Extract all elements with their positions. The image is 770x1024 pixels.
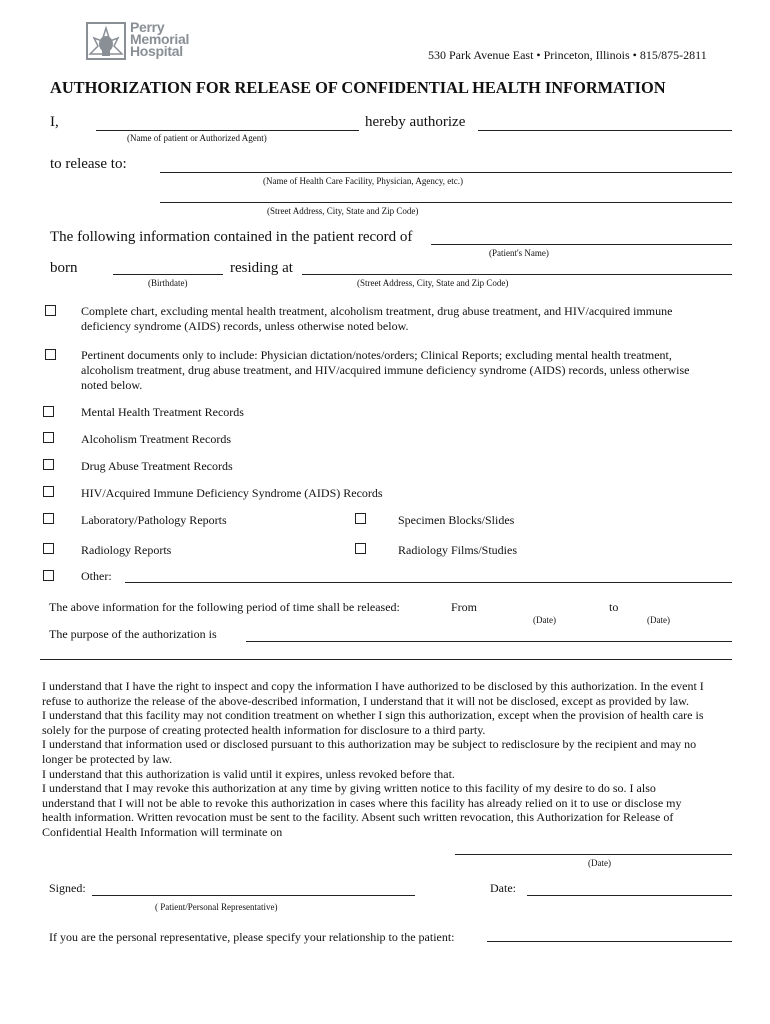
purpose-label: The purpose of the authorization is	[49, 627, 217, 641]
recipient-address-caption: (Street Address, City, State and Zip Code)	[267, 206, 419, 216]
hereby-authorize-label: hereby authorize	[365, 114, 466, 130]
complete-chart-label: Complete chart, excluding mental health treatment, alcoholism treatment, drug abuse treatment, and HIV/acquired immune	[81, 304, 673, 318]
authorizing-name-caption: (Name of patient or Authorized Agent)	[127, 133, 267, 143]
signature-caption: ( Patient/Personal Representative)	[155, 902, 278, 912]
hospital-logo	[86, 20, 196, 64]
purpose-field[interactable]	[246, 641, 732, 642]
period-from-caption: (Date)	[533, 615, 556, 625]
period-from-label: From	[451, 600, 478, 614]
patient-name-field[interactable]	[431, 244, 732, 245]
recipient-facility-caption: (Name of Health Care Facility, Physician, Agency, etc.)	[263, 176, 464, 186]
complete-chart-label-2: deficiency syndrome (AIDS) records, unless otherwise noted below.	[81, 319, 409, 333]
relationship-label: If you are the personal representative, please specify your relationship to the patient:	[49, 930, 455, 944]
pertinent-label: Pertinent documents only to include: Physician dictation/notes/orders; Clinical Reports; excluding mental health treatment,	[81, 348, 672, 362]
hiv-label: HIV/Acquired Immune Deficiency Syndrome (AIDS) Records	[81, 486, 383, 500]
birthdate-caption: (Birthdate)	[148, 278, 188, 288]
other-checkbox[interactable]	[43, 570, 54, 581]
authorized-party-field[interactable]	[478, 130, 732, 131]
relationship-field[interactable]	[487, 941, 732, 942]
statement-4: I understand that this authorization is valid until it expires, unless revoked before that.	[42, 766, 455, 781]
drug-abuse-checkbox[interactable]	[43, 459, 54, 470]
hiv-checkbox[interactable]	[43, 486, 54, 497]
lab-checkbox[interactable]	[43, 513, 54, 524]
specimen-checkbox[interactable]	[355, 513, 366, 524]
signature-date-field[interactable]	[527, 895, 732, 896]
hospital-emblem-icon	[86, 22, 126, 60]
hospital-address: 530 Park Avenue East • Princeton, Illinois • 815/875-2811	[428, 48, 707, 62]
statement-3: I understand that information used or disclosed pursuant to this authorization may be subject to redisclosure by the recipient and may no longer be protected by law.	[42, 737, 697, 766]
pertinent-label-3: noted below.	[81, 378, 143, 392]
lab-label: Laboratory/Pathology Reports	[81, 513, 227, 527]
other-field[interactable]	[125, 582, 732, 583]
radiology-films-label: Radiology Films/Studies	[398, 543, 518, 557]
period-label: The above information for the following period of time shall be released:	[49, 600, 400, 614]
patient-address-caption: (Street Address, City, State and Zip Code)	[357, 278, 509, 288]
other-label: Other:	[81, 569, 112, 583]
complete-chart-checkbox[interactable]	[45, 305, 56, 316]
statement-2: I understand that this facility may not condition treatment on whether I sign this authorization, except when the provision of health care is solely for the purpose of creating protected health information for disclosure to a third party.	[42, 708, 704, 737]
residing-label: residing at	[230, 260, 293, 276]
statement-5: I understand that I may revoke this authorization at any time by giving written notice to this facility of my desire to do so. I also understand that I will not be able to revoke this authorization in cases where this facility has already relied on it to use or disclose my health information. Written revocation must be sent to the facility. Absent such written revocation, this Authorization for Release of Confidential Health Information will terminate on	[42, 781, 682, 839]
statements-block	[42, 679, 710, 840]
logo-line3: Hospital	[130, 43, 183, 59]
radiology-reports-checkbox[interactable]	[43, 543, 54, 554]
statement-1: I understand that I have the right to inspect and copy the information I have authorized to be disclosed by this authorization. In the event I refuse to authorize the release of the above-described information, I understand that it will not be disclosed, except as provided by law.	[42, 679, 704, 708]
release-to-label: to release to:	[50, 156, 127, 172]
terminate-date-field[interactable]	[455, 854, 732, 855]
authorizing-name-field[interactable]	[96, 130, 359, 131]
patient-name-caption: (Patient's Name)	[489, 248, 549, 258]
terminate-date-caption: (Date)	[588, 858, 611, 868]
specimen-label: Specimen Blocks/Slides	[398, 513, 515, 527]
mental-health-checkbox[interactable]	[43, 406, 54, 417]
recipient-facility-field[interactable]	[160, 172, 732, 173]
signature-field[interactable]	[92, 895, 415, 896]
mental-health-label: Mental Health Treatment Records	[81, 405, 244, 419]
recipient-address-field[interactable]	[160, 202, 732, 203]
authorize-prefix: I,	[50, 114, 59, 130]
logo-line2: Memorial	[130, 31, 190, 47]
drug-abuse-label: Drug Abuse Treatment Records	[81, 459, 233, 473]
date-label: Date:	[490, 881, 516, 895]
alcoholism-label: Alcoholism Treatment Records	[81, 432, 231, 446]
radiology-films-checkbox[interactable]	[355, 543, 366, 554]
alcoholism-checkbox[interactable]	[43, 432, 54, 443]
period-to-caption: (Date)	[647, 615, 670, 625]
radiology-reports-label: Radiology Reports	[81, 543, 172, 557]
form-title: AUTHORIZATION FOR RELEASE OF CONFIDENTIAL HEALTH INFORMATION	[50, 78, 666, 97]
period-to-label: to	[609, 600, 619, 614]
patient-address-field[interactable]	[302, 274, 732, 275]
born-label: born	[50, 260, 78, 276]
logo-line1: Perry	[130, 19, 165, 35]
patient-record-label: The following information contained in the patient record of	[50, 229, 413, 245]
section-divider	[40, 659, 732, 660]
pertinent-label-2: alcoholism treatment, drug abuse treatment, and HIV/acquired immune deficiency syndrome (AIDS) records, unless otherwise	[81, 363, 690, 377]
birthdate-field[interactable]	[113, 274, 223, 275]
signed-label: Signed:	[49, 881, 86, 895]
pertinent-checkbox[interactable]	[45, 349, 56, 360]
